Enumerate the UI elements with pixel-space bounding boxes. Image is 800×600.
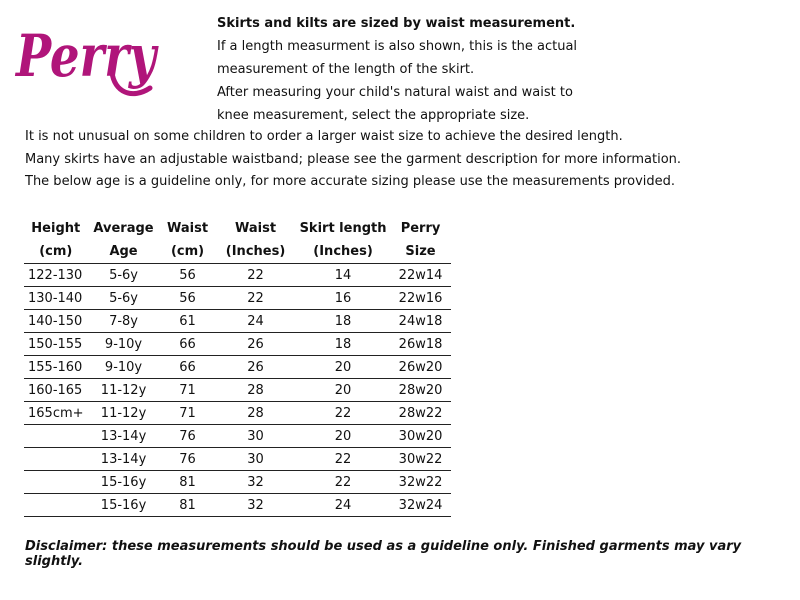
intro-line: measurement of the length of the skirt.	[217, 62, 475, 77]
cell-skirt-length: 14	[296, 264, 391, 287]
column-header-skirt-length: Skirt length	[299, 221, 387, 236]
cell-skirt-length: 20	[296, 356, 391, 379]
cell-height	[24, 494, 88, 517]
cell-perry-size: 28w22	[391, 402, 451, 425]
cell-age: 5-6y	[88, 287, 160, 310]
cell-skirt-length: 20	[296, 425, 391, 448]
cell-waist-inches: 30	[216, 425, 296, 448]
note-line: It is not unusual on some children to order a larger waist size to achieve the desired length.	[25, 129, 623, 144]
table-header	[24, 217, 451, 264]
column-header-waist-cm: Waist	[167, 221, 209, 236]
cell-height: 155-160	[24, 356, 88, 379]
cell-waist-inches: 24	[216, 310, 296, 333]
column-header-perry-size: Perry	[400, 221, 441, 236]
table-row	[24, 287, 451, 310]
table-row	[24, 333, 451, 356]
cell-waist-cm: 66	[160, 333, 216, 356]
cell-perry-size: 26w18	[391, 333, 451, 356]
cell-height	[24, 448, 88, 471]
cell-perry-size: 24w18	[391, 310, 451, 333]
table-row	[24, 264, 451, 287]
cell-skirt-length: 16	[296, 287, 391, 310]
table-row	[24, 494, 451, 517]
cell-age: 11-12y	[88, 379, 160, 402]
column-header-waist-inches: Waist	[235, 221, 277, 236]
cell-perry-size: 30w20	[391, 425, 451, 448]
table-row	[24, 310, 451, 333]
cell-waist-inches: 26	[216, 356, 296, 379]
cell-skirt-length: 22	[296, 402, 391, 425]
cell-waist-inches: 22	[216, 264, 296, 287]
cell-height: 130-140	[24, 287, 88, 310]
column-header-height: (cm)	[24, 240, 88, 264]
cell-age: 11-12y	[88, 402, 160, 425]
cell-perry-size: 22w14	[391, 264, 451, 287]
perry-logo	[14, 10, 164, 100]
cell-skirt-length: 24	[296, 494, 391, 517]
cell-age: 15-16y	[88, 494, 160, 517]
table-row	[24, 356, 451, 379]
table-row	[24, 379, 451, 402]
header-row	[24, 217, 451, 240]
cell-height: 150-155	[24, 333, 88, 356]
table-row	[24, 402, 451, 425]
cell-waist-cm: 81	[160, 494, 216, 517]
cell-age: 9-10y	[88, 356, 160, 379]
disclaimer: Disclaimer: these measurements should be used as a guideline only. Finished garments may vary slightly.	[25, 539, 742, 569]
cell-waist-inches: 28	[216, 379, 296, 402]
cell-perry-size: 32w22	[391, 471, 451, 494]
column-header-waist-inches: (Inches)	[216, 240, 296, 264]
cell-height: 140-150	[24, 310, 88, 333]
header-row	[24, 240, 451, 264]
cell-height	[24, 425, 88, 448]
cell-waist-cm: 76	[160, 425, 216, 448]
table-body	[24, 264, 451, 517]
cell-waist-cm: 61	[160, 310, 216, 333]
column-header-age: Average	[93, 221, 154, 236]
cell-perry-size: 32w24	[391, 494, 451, 517]
cell-perry-size: 26w20	[391, 356, 451, 379]
note-line: The below age is a guideline only, for more accurate sizing please use the measurements provided.	[25, 174, 676, 189]
cell-height: 122-130	[24, 264, 88, 287]
perry-logo-wordmark: Perry	[14, 22, 160, 90]
cell-waist-cm: 71	[160, 379, 216, 402]
cell-waist-cm: 56	[160, 287, 216, 310]
note-line: Many skirts have an adjustable waistband; please see the garment description for more information.	[25, 151, 682, 167]
cell-perry-size: 28w20	[391, 379, 451, 402]
column-header-waist-cm: (cm)	[160, 240, 216, 264]
cell-waist-cm: 81	[160, 471, 216, 494]
cell-skirt-length: 18	[296, 310, 391, 333]
intro-line: knee measurement, select the appropriate size.	[217, 108, 530, 123]
cell-age: 13-14y	[88, 425, 160, 448]
cell-perry-size: 22w16	[391, 287, 451, 310]
size-chart-table	[24, 217, 451, 517]
cell-perry-size: 30w22	[391, 448, 451, 471]
table-row	[24, 425, 451, 448]
cell-age: 9-10y	[88, 333, 160, 356]
cell-waist-inches: 26	[216, 333, 296, 356]
column-header-perry-size: Size	[391, 240, 451, 264]
cell-waist-inches: 32	[216, 471, 296, 494]
cell-skirt-length: 20	[296, 379, 391, 402]
cell-height	[24, 471, 88, 494]
cell-waist-inches: 30	[216, 448, 296, 471]
cell-waist-cm: 76	[160, 448, 216, 471]
cell-age: 15-16y	[88, 471, 160, 494]
table-row	[24, 471, 451, 494]
intro-text	[217, 12, 777, 127]
cell-age: 7-8y	[88, 310, 160, 333]
cell-skirt-length: 22	[296, 471, 391, 494]
cell-age: 13-14y	[88, 448, 160, 471]
intro-line: After measuring your child's natural waist and waist to	[217, 85, 573, 100]
cell-waist-cm: 71	[160, 402, 216, 425]
perry-logo-mark	[14, 10, 164, 100]
cell-waist-cm: 66	[160, 356, 216, 379]
intro-line: If a length measurment is also shown, this is the actual	[217, 39, 578, 54]
cell-waist-inches: 32	[216, 494, 296, 517]
cell-waist-inches: 22	[216, 287, 296, 310]
column-header-height: Height	[31, 221, 81, 236]
column-header-age: Age	[88, 240, 160, 264]
cell-skirt-length: 18	[296, 333, 391, 356]
column-header-skirt-length: (Inches)	[296, 240, 391, 264]
intro-headline: Skirts and kilts are sized by waist measurement.	[217, 16, 576, 31]
sizing-notes	[25, 126, 785, 194]
cell-age: 5-6y	[88, 264, 160, 287]
cell-waist-inches: 28	[216, 402, 296, 425]
cell-skirt-length: 22	[296, 448, 391, 471]
cell-height: 165cm+	[24, 402, 88, 425]
table-row	[24, 448, 451, 471]
cell-height: 160-165	[24, 379, 88, 402]
cell-waist-cm: 56	[160, 264, 216, 287]
